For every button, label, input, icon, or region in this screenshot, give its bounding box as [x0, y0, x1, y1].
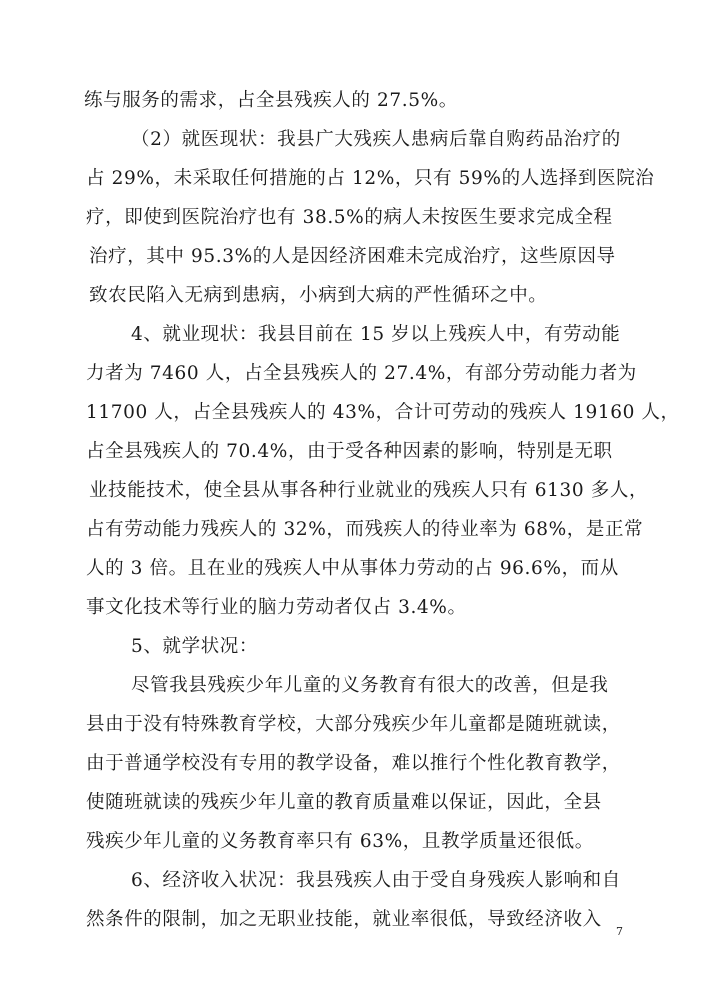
- text-line: 5、就学状况：: [131, 636, 258, 657]
- text-line: 然条件的限制，加之无职业技能，就业率很低，导致经济收入: [86, 909, 602, 930]
- text-line: 占全县残疾人的 70.4%，由于受各种因素的影响，特别是无职: [86, 441, 613, 462]
- text-line: 县由于没有特殊教育学校，大部分残疾少年儿童都是随班就读，: [86, 714, 621, 735]
- text-line: 致农民陷入无病到患病，小病到大病的严性循环之中。: [89, 285, 548, 306]
- text-line: 11700 人，占全县残疾人的 43%，合计可劳动的残疾人 19160 人，: [86, 402, 680, 423]
- text-line: 占 29%，未采取任何措施的占 12%，只有 59%的人选择到医院治: [86, 168, 655, 189]
- text-line: 使随班就读的残疾少年儿童的教育质量难以保证，因此，全县: [86, 792, 602, 813]
- text-line: 人的 3 倍。且在业的残疾人中从事体力劳动的占 96.6%，而从: [86, 558, 619, 579]
- text-line: 占有劳动能力残疾人的 32%，而残疾人的待业率为 68%，是正常: [86, 519, 644, 540]
- text-line: 6、经济收入状况：我县残疾人由于受自身残疾人影响和自: [131, 870, 621, 891]
- text-line: 事文化技术等行业的脑力劳动者仅占 3.4%。: [86, 597, 467, 618]
- text-line: 疗，即使到医院治疗也有 38.5%的病人未按医生要求完成全程: [86, 207, 613, 228]
- text-line: 治疗，其中 95.3%的人是因经济困难未完成治疗，这些原因导: [89, 246, 616, 267]
- text-line: 业技能技术，使全县从事各种行业就业的残疾人只有 6130 多人，: [89, 480, 649, 501]
- text-line: 残疾少年儿童的义务教育率只有 63%，且教学质量还很低。: [86, 831, 594, 852]
- text-line: 练与服务的需求，占全县残疾人的 27.5%。: [84, 90, 458, 111]
- text-line: 力者为 7460 人，占全县残疾人的 27.4%，有部分劳动能力者为: [86, 363, 637, 384]
- text-line: 由于普通学校没有专用的教学设备，难以推行个性化教育教学，: [86, 753, 621, 774]
- page-number: 7: [616, 925, 623, 938]
- text-line: 尽管我县残疾少年儿童的义务教育有很大的改善，但是我: [131, 675, 609, 696]
- text-line: （2）就医现状：我县广大残疾人患病后靠自购药品治疗的: [131, 129, 621, 150]
- text-line: 4、就业现状：我县目前在 15 岁以上残疾人中，有劳动能: [131, 324, 621, 345]
